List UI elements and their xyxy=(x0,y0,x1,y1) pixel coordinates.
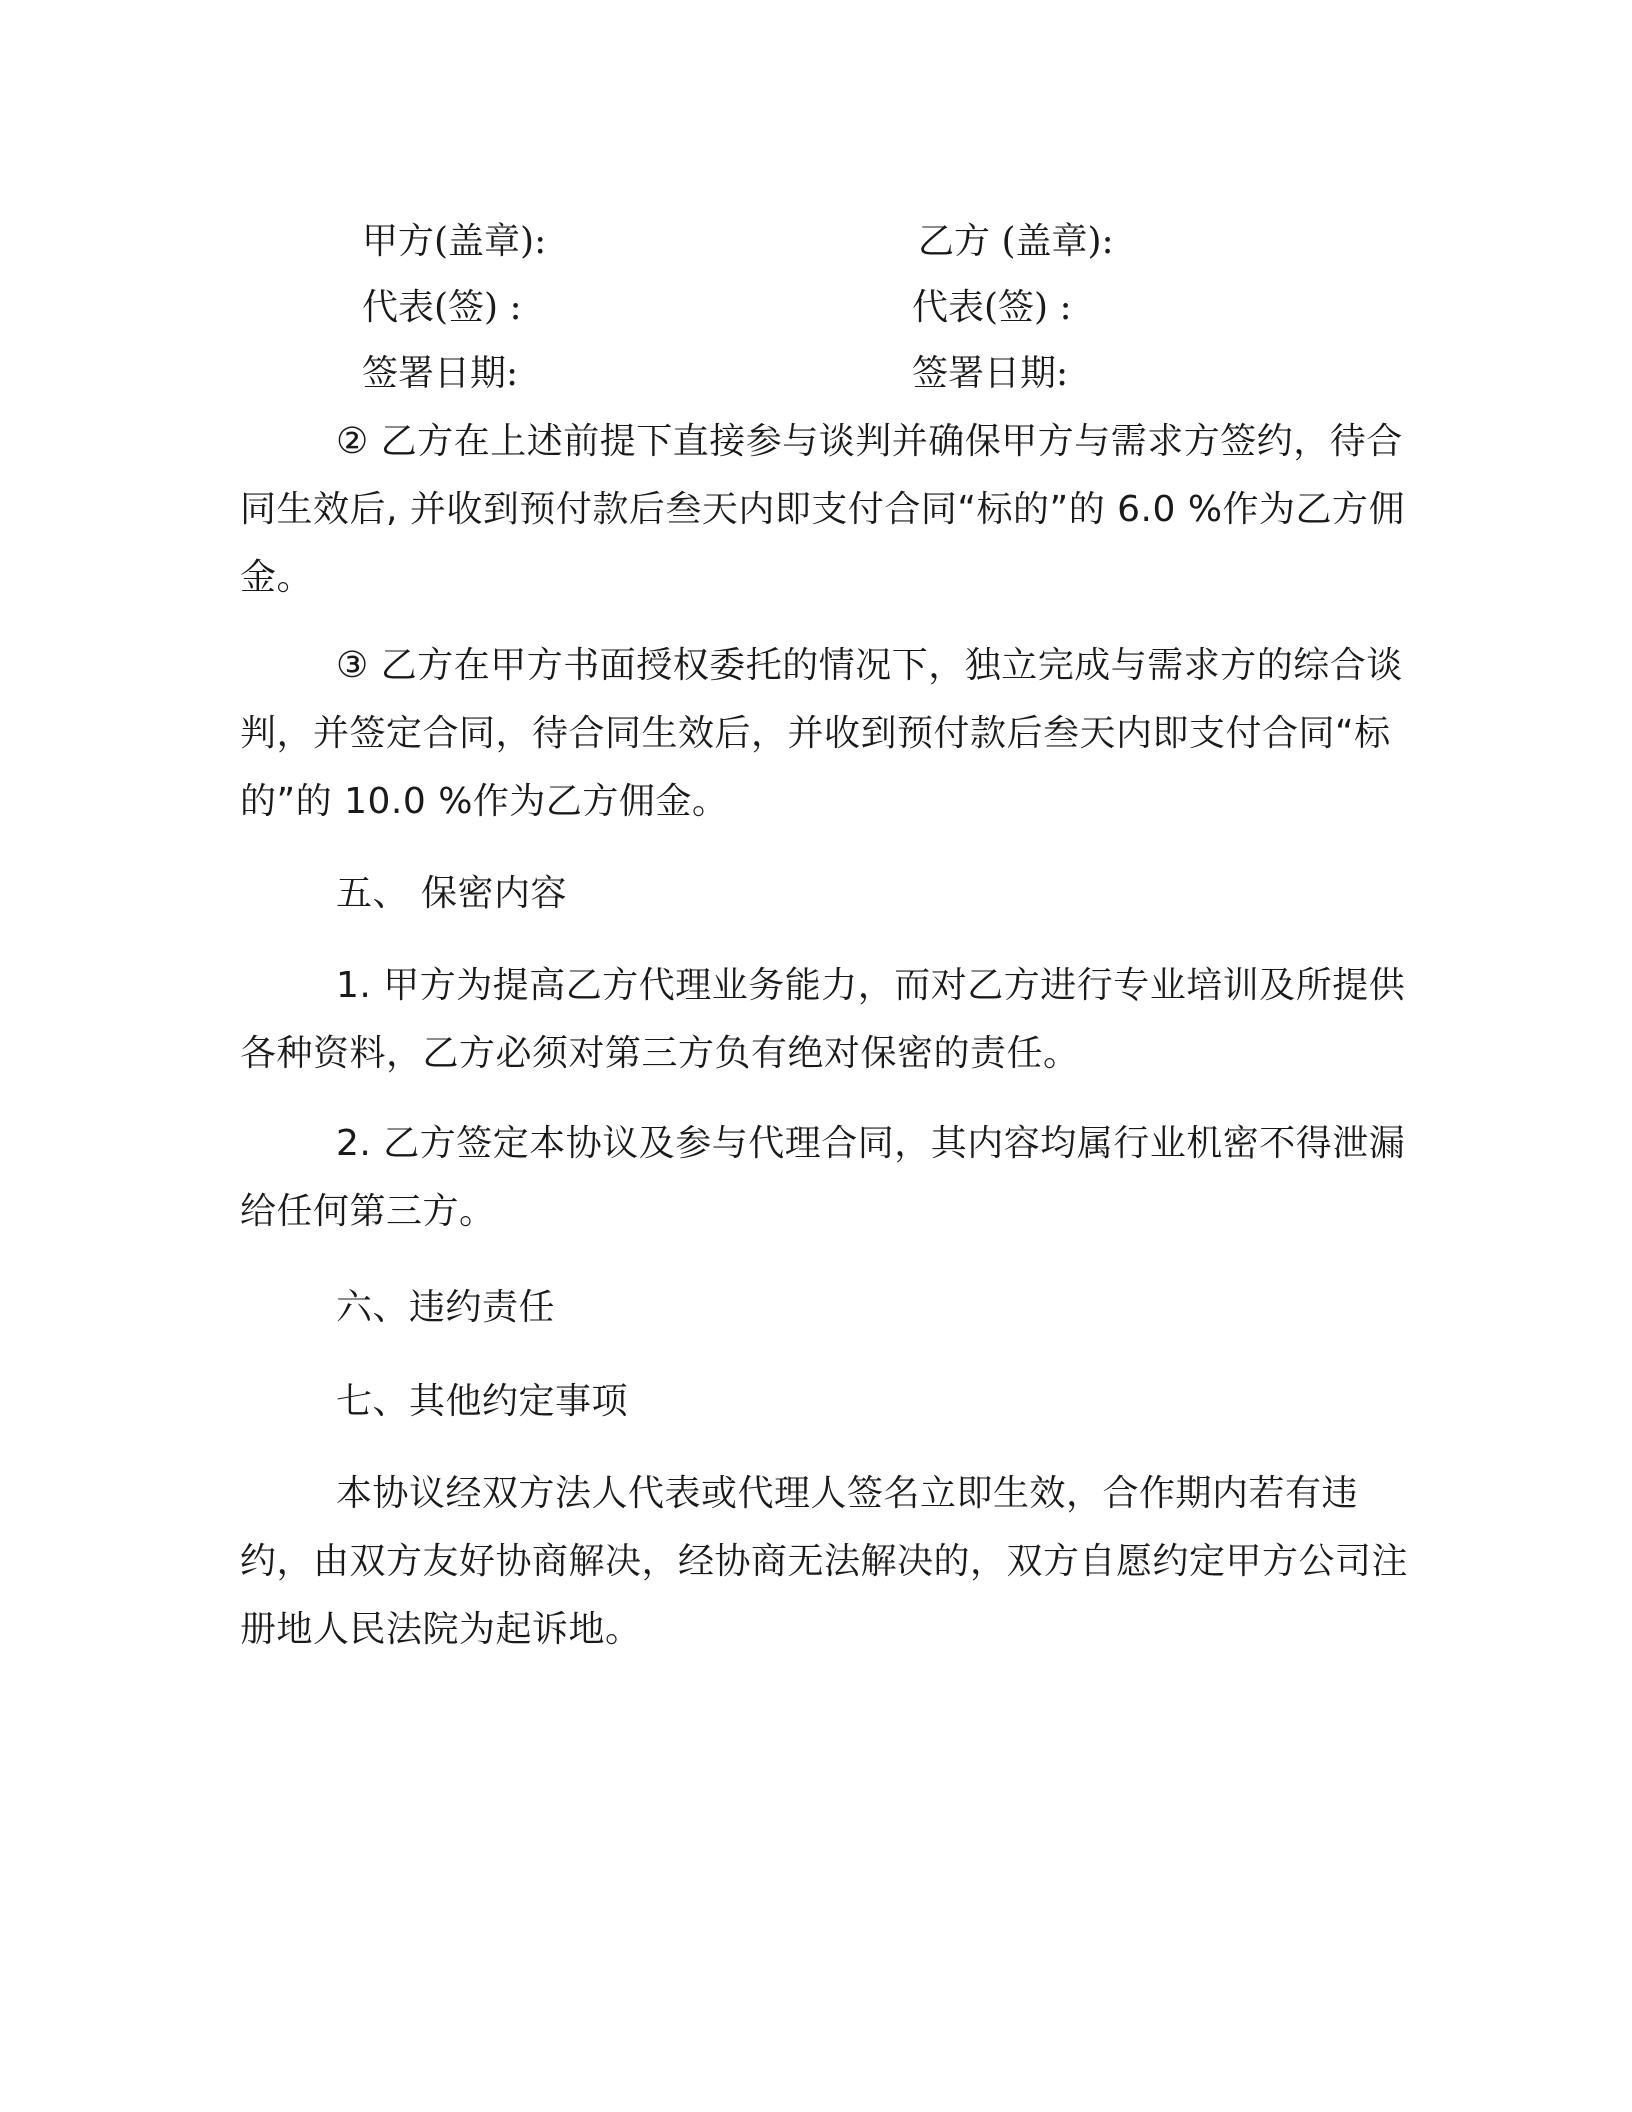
section-7-heading: 七、其他约定事项 xyxy=(336,1381,629,1422)
section-5-heading: 五、 保密内容 xyxy=(336,873,567,914)
party-a-date-label: 签署日期: xyxy=(362,353,519,394)
party-a-representative-label: 代表(签) : xyxy=(362,287,522,328)
closing-paragraph: 本协议经双方法人代表或代理人签名立即生效，合作期内若有违约，由双方友好协商解决，经协商无法解决的，双方自愿约定甲方公司注册地人民法院为起诉地。 xyxy=(240,1473,1409,1650)
party-a-seal-label: 甲方(盖章): xyxy=(362,221,547,262)
section-6-heading: 六、违约责任 xyxy=(336,1287,556,1328)
clause-item-3: ③ 乙方在甲方书面授权委托的情况下，独立完成与需求方的综合谈判，并签定合同，待合同生效后，并收到预付款后叁天内即支付合同“标的”的 10.0 %作为乙方佣金。 xyxy=(240,645,1403,822)
party-b-date-label: 签署日期: xyxy=(912,353,1069,394)
clause-item-2: ② 乙方在上述前提下直接参与谈判并确保甲方与需求方签约，待合同生效后, 并收到预付款后叁天内即支付合同“标的”的 6.0 %作为乙方佣金。 xyxy=(240,421,1406,598)
section-5-item-2: 2. 乙方签定本协议及参与代理合同，其内容均属行业机密不得泄漏给任何第三方。 xyxy=(240,1123,1406,1232)
section-5-item-1: 1. 甲方为提高乙方代理业务能力，而对乙方进行专业培训及所提供各种资料，乙方必须对第三方负有绝对保密的责任。 xyxy=(240,965,1406,1074)
party-b-seal-label: 乙方 (盖章): xyxy=(918,221,1114,262)
party-b-representative-label: 代表(签) : xyxy=(912,287,1072,328)
